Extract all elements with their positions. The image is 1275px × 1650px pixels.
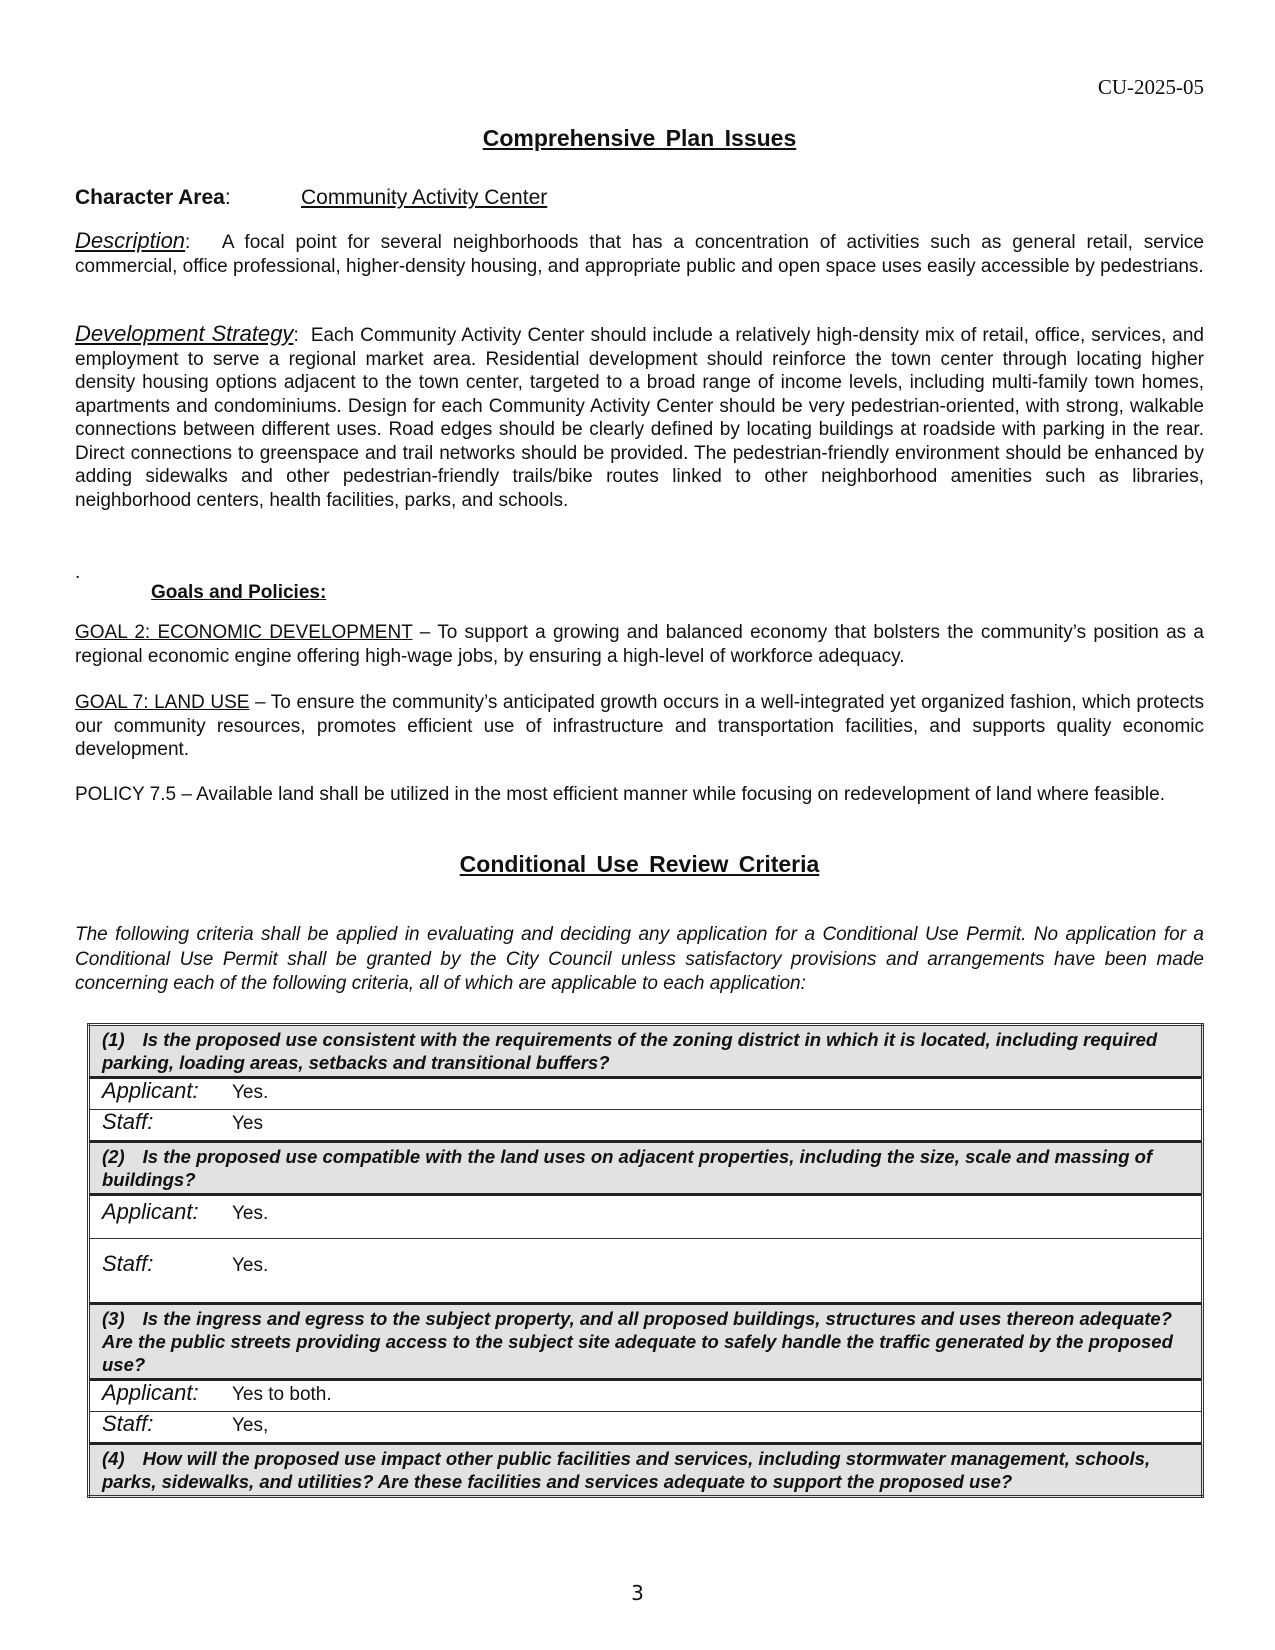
stray-dot: . <box>75 562 81 583</box>
applicant-answer-row <box>89 1078 1203 1110</box>
development-strategy-text: Each Community Activity Center should include a relatively high-density mix of retail, office, services, and employment to serve a regional market area. Residential development should reinforce the town center through locating higher density housing options adjacent to the town center, targeted to a broad range of income levels, including multi-family town homes, apartments and condominiums. Design for each Community Activity Center should be very pedestrian-oriented, with strong, walkable connections between different uses. Road edges should be clearly defined by locating buildings at roadside with parking in the rear. Direct connections to greenspace and trail networks should be provided. The pedestrian-friendly environment should be enhanced by adding sidewalks and other pedestrian-friendly trails/bike routes linked to other neighborhood amenities such as libraries, neighborhood centers, health facilities, parks, and schools. <box>75 325 1204 511</box>
development-strategy-paragraph: Development Strategy: Each Community Activity Center should include a relatively high-density mix of retail, office, services, and employment to serve a regional market area. Residential development should reinforce the town center through locating higher density housing options adjacent to the town center, targeted to a broad range of income levels, including multi-family town homes, apartments and condominiums. Design for each Community Activity Center should be very pedestrian-oriented, with strong, walkable connections between different uses. Road edges should be clearly defined by locating buildings at roadside with parking in the rear. Direct connections to greenspace and trail networks should be provided. The pedestrian-friendly environment should be enhanced by adding sidewalks and other pedestrian-friendly trails/bike routes linked to other neighborhood amenities such as libraries, neighborhood centers, health facilities, parks, and schools. <box>75 321 1204 511</box>
staff-answer-row <box>89 1412 1203 1444</box>
character-area: Character Area: Community Activity Center <box>75 186 548 209</box>
goal-2-paragraph <box>75 621 1204 668</box>
page-number: 3 <box>631 1581 644 1605</box>
goal-2-text: – To support a growing and balanced economy that bolsters the community’s position as a regional economic engine offering high-wage jobs, by ensuring a high-level of workforce adequacy. <box>75 622 1204 667</box>
staff-answer: Yes, <box>232 1415 269 1436</box>
applicant-label: Applicant: <box>102 1199 199 1224</box>
staff-answer: Yes. <box>232 1255 269 1276</box>
criteria-question-row <box>89 1304 1203 1380</box>
description-text: A focal point for several neighborhoods that has a concentration of activities such as general retail, service commercial, office professional, higher-density housing, and appropriate public and open space uses easily accessible by pedestrians. <box>75 232 1204 277</box>
development-strategy-label: Development Strategy <box>75 321 294 346</box>
criteria-question-row <box>89 1142 1203 1195</box>
description-label: Description <box>75 228 186 253</box>
applicant-answer: Yes. <box>232 1082 269 1103</box>
goals-heading: Goals and Policies: <box>151 582 327 603</box>
goal-7-paragraph <box>75 691 1204 762</box>
goal-7-text: – To ensure the community’s anticipated growth occurs in a well-integrated yet organized fashion, which protects our community resources, promotes efficient use of infrastructure and transportation facilities, and supports quality economic development. <box>75 692 1204 760</box>
policy-paragraph: POLICY 7.5 – Available land shall be utilized in the most efficient manner while focusing on redevelopment of land where feasible. <box>75 784 1165 805</box>
applicant-answer-row <box>89 1195 1203 1239</box>
applicant-answer: Yes to both. <box>232 1384 332 1405</box>
criteria-question: (1) Is the proposed use consistent with the requirements of the zoning district in which it is located, including required parking, loading areas, setbacks and transitional buffers? <box>89 1025 1203 1078</box>
applicant-label: Applicant: <box>102 1380 199 1405</box>
review-criteria-title: Conditional Use Review Criteria <box>459 851 820 877</box>
criteria-question: (4) How will the proposed use impact other public facilities and services, including stormwater management, schools, parks, sidewalks, and utilities? Are these facilities and services adequate to support the proposed use? <box>89 1444 1203 1497</box>
criteria-question: (2) Is the proposed use compatible with the land uses on adjacent properties, including the size, scale and massing of buildings? <box>89 1142 1203 1195</box>
criteria-question: (3) Is the ingress and egress to the subject property, and all proposed buildings, structures and uses thereon adequate? Are the public streets providing access to the subject site adequate to safely handle the traffic generated by the proposed use? <box>89 1304 1203 1380</box>
criteria-question-row <box>89 1025 1203 1078</box>
staff-label: Staff: <box>102 1411 154 1436</box>
applicant-answer-row <box>89 1380 1203 1412</box>
staff-answer: Yes <box>232 1113 263 1134</box>
staff-answer-row <box>89 1239 1203 1304</box>
review-intro: The following criteria shall be applied in evaluating and deciding any application for a Conditional Use Permit. No application for a Conditional Use Permit shall be granted by the City Council unless satisfactory provisions and arrangements have been made concerning each of the following criteria, all of which are applicable to each application: <box>75 924 1204 994</box>
criteria-question-row <box>89 1444 1203 1497</box>
goal-7-label: GOAL 7: LAND USE <box>75 692 250 713</box>
applicant-answer: Yes. <box>232 1203 269 1224</box>
staff-label: Staff: <box>102 1109 154 1134</box>
character-area-label: Character Area <box>75 186 225 209</box>
goal-2-label: GOAL 2: ECONOMIC DEVELOPMENT <box>75 622 413 643</box>
criteria-table <box>87 1023 1204 1498</box>
description-paragraph: Description: A focal point for several neighborhoods that has a concentration of activities such as general retail, service commercial, office professional, higher-density housing, and appropriate public and open space uses easily accessible by pedestrians. <box>75 228 1204 277</box>
staff-label: Staff: <box>102 1251 154 1276</box>
character-area-value: Community Activity Center <box>301 186 548 209</box>
comprehensive-plan-title: Comprehensive Plan Issues <box>482 125 797 151</box>
applicant-label: Applicant: <box>102 1078 199 1103</box>
case-number: CU-2025-05 <box>1097 75 1204 99</box>
staff-answer-row <box>89 1110 1203 1142</box>
